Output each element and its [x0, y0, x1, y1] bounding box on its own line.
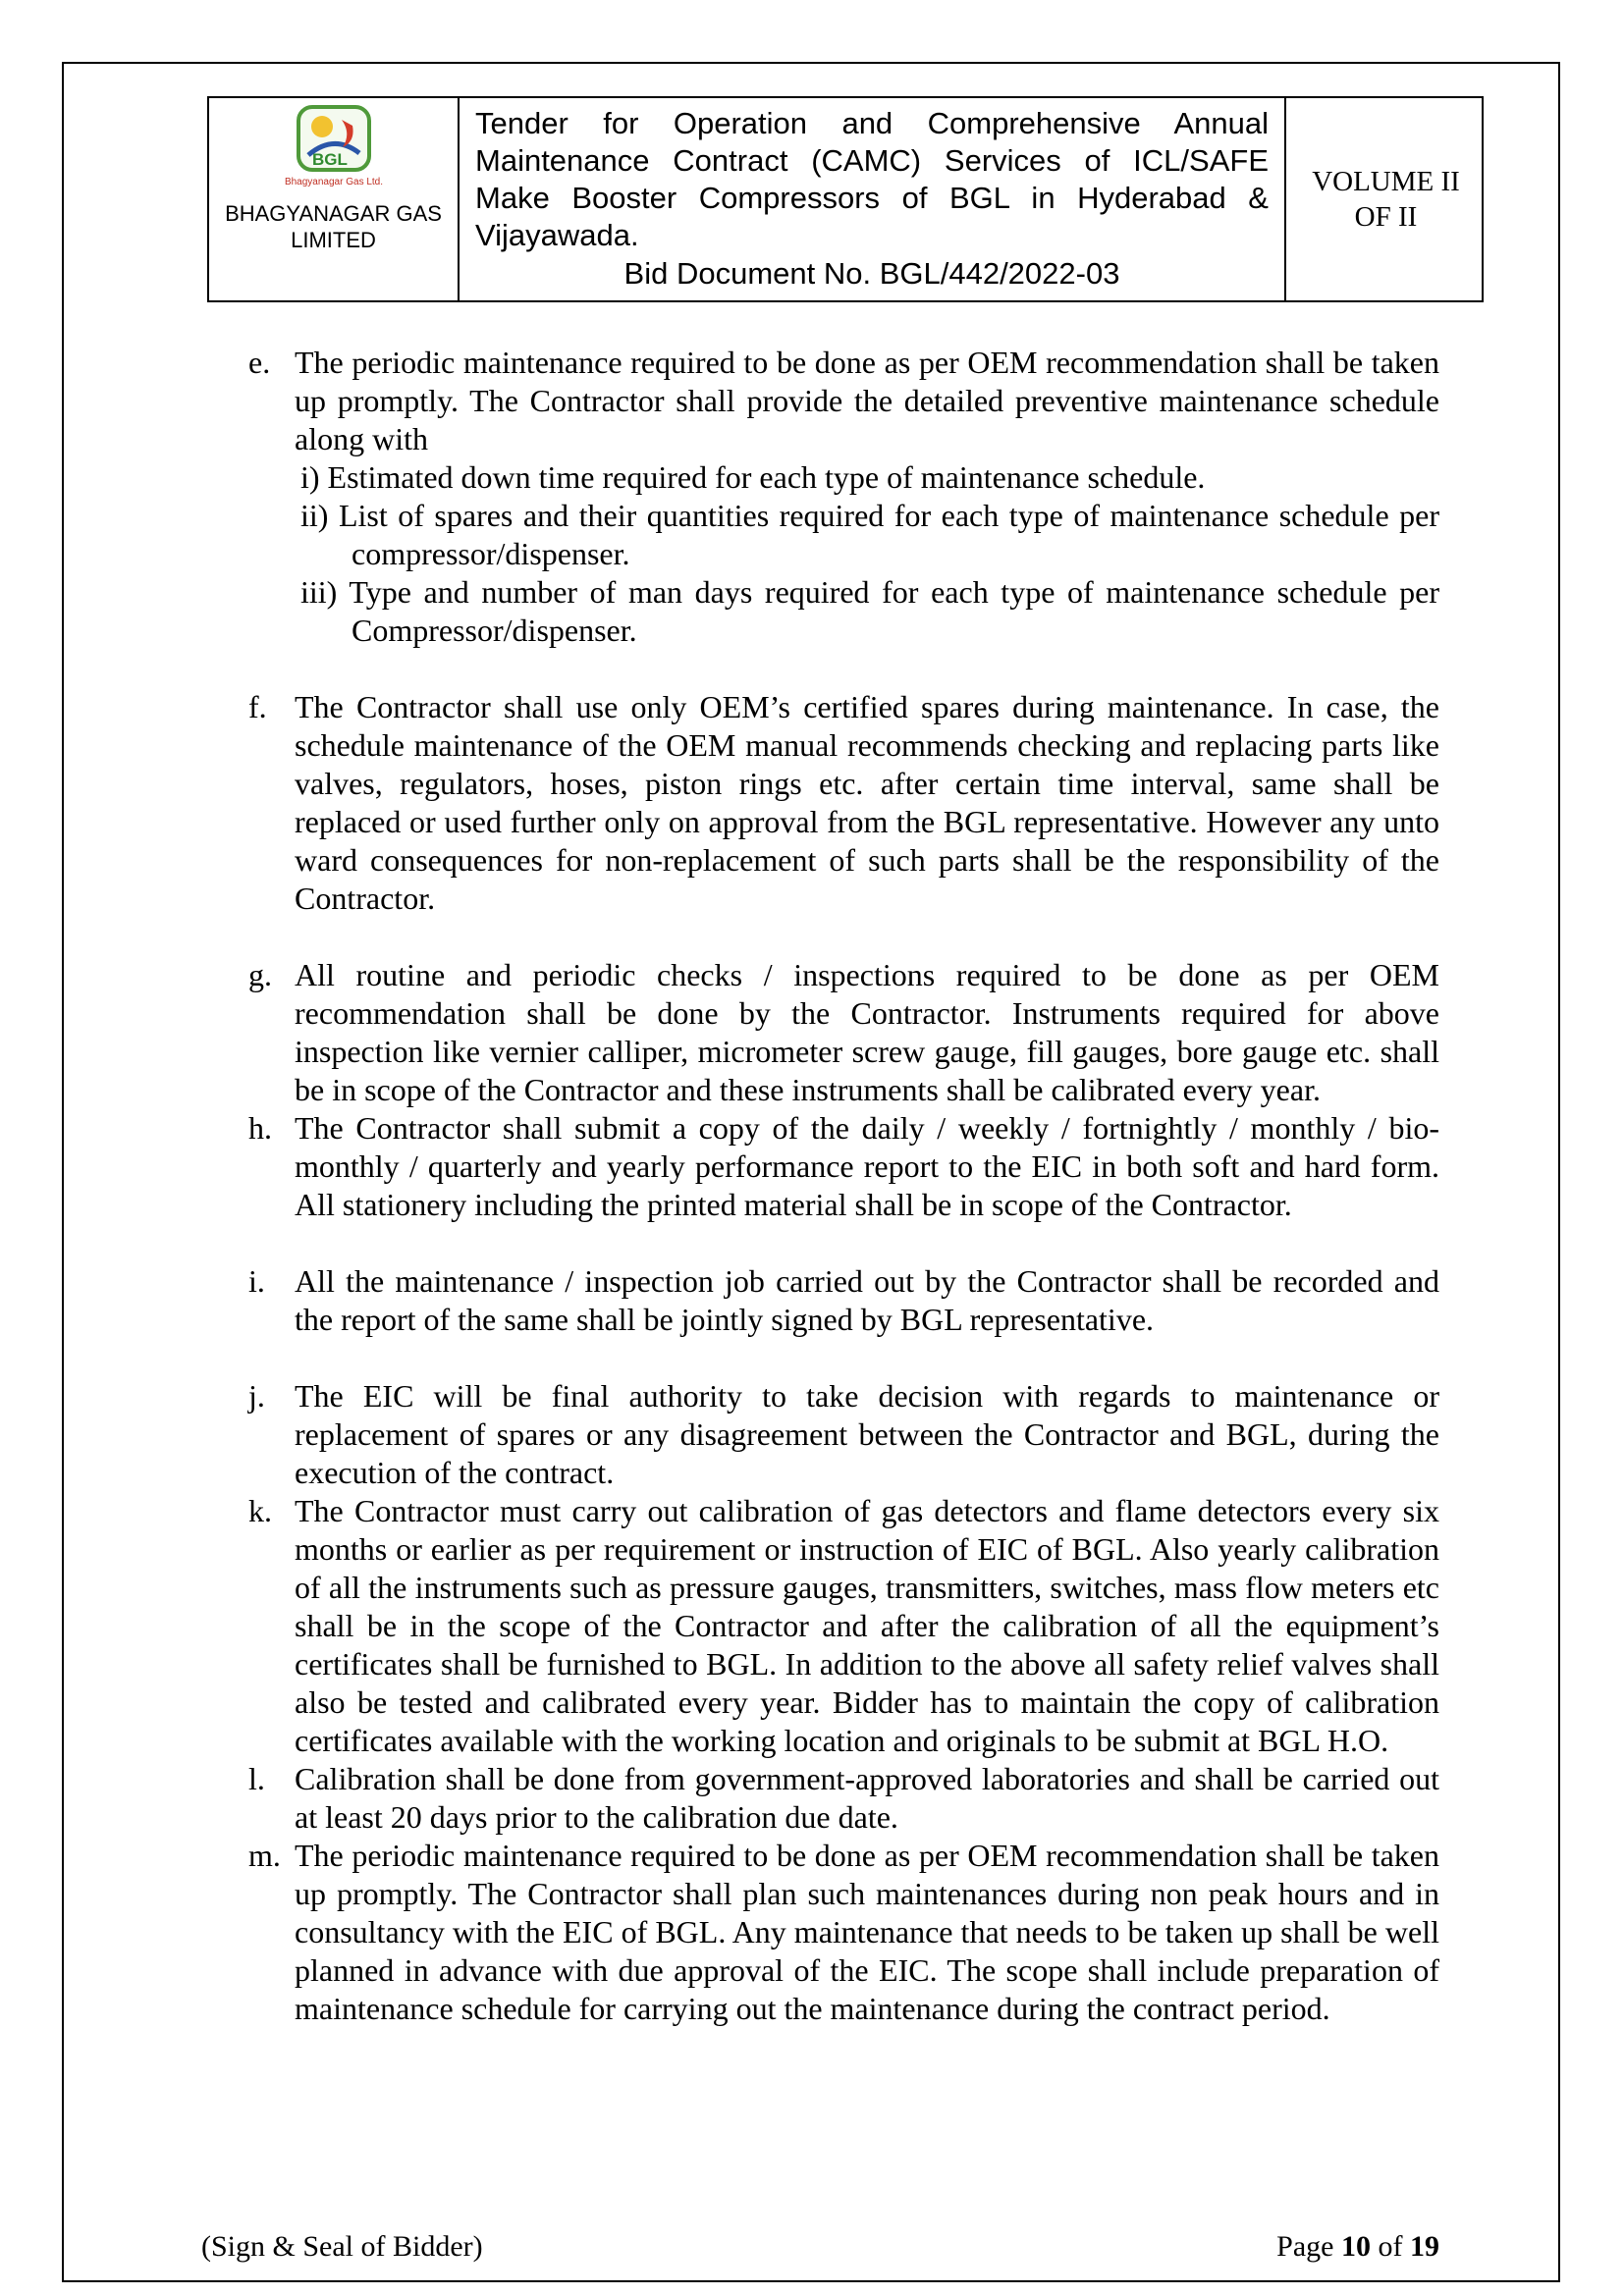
- list-item-label: i.: [248, 1263, 265, 1299]
- list-item-label: j.: [248, 1378, 265, 1414]
- list-item-text: The periodic maintenance required to be done as per OEM recommendation shall be taken up promptly. The Contractor shall plan such maintenances during non peak hours and in consultancy with the EIC of BGL. Any maintenance that needs to be taken up shall be well planned in advance with due approval of the EIC. The scope shall include preparation of maintenance schedule for carrying out the maintenance during the contract period.: [295, 1838, 1439, 2026]
- list-item-m: [248, 1837, 1439, 2028]
- list-item-label: k.: [248, 1493, 272, 1528]
- sub-item-ii: [300, 497, 1439, 573]
- list-item-k: [248, 1492, 1439, 1760]
- list-item-text: All routine and periodic checks / inspections required to be done as per OEM recommendation shall be done by the Contractor. Instruments required for above inspection like vernier calliper, micrometer screw gauge, fill gauges, bore gauge etc. shall be in scope of the Contractor and these instruments shall be calibrated every year.: [295, 957, 1439, 1107]
- sub-item-label: ii): [300, 498, 329, 533]
- list-item-label: e.: [248, 345, 271, 380]
- list-item-text: The Contractor must carry out calibration of gas detectors and flame detectors every six months or earlier as per requirement or instruction of EIC of BGL. Also yearly calibration of all the instruments such as pressure gauges, transmitters, switches, mass flow meters etc shall be in the scope of the Contractor and after the calibration of all the equipment’s certificates shall be furnished to BGL. In addition to the above all safety relief valves shall also be tested and calibrated every year. Bidder has to maintain the copy of calibration certificates available with the working location and originals to be submit at BGL H.O.: [295, 1493, 1439, 1758]
- sub-item-i: [300, 458, 1439, 497]
- list-item-h: [248, 1109, 1439, 1224]
- list-item-f: [248, 688, 1439, 918]
- list-item-text: All the maintenance / inspection job carried out by the Contractor shall be recorded and the report of the same shall be jointly signed by BGL representative.: [295, 1263, 1439, 1337]
- volume-line2: OF II: [1354, 201, 1418, 233]
- sub-item-label: iii): [300, 574, 338, 610]
- sub-item-text: Estimated down time required for each type of maintenance schedule.: [327, 459, 1206, 495]
- list-item-text: The periodic maintenance required to be done as per OEM recommendation shall be taken up promptly. The Contractor shall provide the detailed preventive maintenance schedule along with: [295, 345, 1439, 456]
- page-border: [62, 62, 1560, 2282]
- org-name-line1: BHAGYANAGAR GAS: [225, 201, 442, 226]
- page-number: 10: [1341, 2230, 1371, 2263]
- document-body: [64, 302, 1558, 2028]
- bgl-monogram: BGL: [311, 150, 348, 169]
- list-item-label: g.: [248, 957, 272, 992]
- page-prefix: Page: [1276, 2230, 1334, 2263]
- tender-title: Tender for Operation and Comprehensive Annual Maintenance Contract (CAMC) Services of ICL/SAFE Make Booster Compressors of BGL in Hyderabad & Vijayawada.: [475, 106, 1269, 252]
- list-item-l: [248, 1760, 1439, 1837]
- list-item-g: [248, 956, 1439, 1109]
- list-item-text: The EIC will be final authority to take decision with regards to maintenance or replacement of spares or any disagreement between the Contractor and BGL, during the execution of the contract.: [295, 1378, 1439, 1490]
- page-total: 19: [1410, 2230, 1439, 2263]
- list-item-e: [248, 344, 1439, 650]
- logo-cell: [209, 98, 460, 300]
- list-item-content: [295, 344, 1439, 650]
- page-footer: [201, 2229, 1439, 2265]
- page-indicator: [1276, 2229, 1439, 2265]
- volume-cell: [1286, 98, 1486, 300]
- list-item-text: The Contractor shall use only OEM’s certified spares during maintenance. In case, the schedule maintenance of the OEM manual recommends checking and replacing parts like valves, regulators, hoses, piston rings etc. after certain time interval, same shall be replaced or used further only on approval from the BGL representative. However any unto ward consequences for non-replacement of such parts shall be the responsibility of the Contractor.: [295, 689, 1439, 916]
- list-item-text: Calibration shall be done from government-approved laboratories and shall be carried out at least 20 days prior to the calibration due date.: [295, 1761, 1439, 1835]
- list-item-label: l.: [248, 1761, 265, 1796]
- bgl-logo-icon: [283, 104, 385, 200]
- list-item-i: [248, 1262, 1439, 1339]
- page-of: of: [1378, 2230, 1403, 2263]
- header-table: [207, 96, 1484, 302]
- list-item-text: The Contractor shall submit a copy of the daily / weekly / fortnightly / monthly / bio-monthly / quarterly and yearly performance report to the EIC in both soft and hard form. All stationery including the printed material shall be in scope of the Contractor.: [295, 1110, 1439, 1222]
- list-item-label: m.: [248, 1838, 281, 1873]
- title-cell: [460, 98, 1286, 300]
- volume-line1: VOLUME II: [1312, 166, 1460, 197]
- bid-document-number: Bid Document No. BGL/442/2022-03: [623, 256, 1120, 291]
- list-item-label: f.: [248, 689, 267, 724]
- org-name-line2: LIMITED: [291, 228, 376, 252]
- sub-item-iii: [300, 573, 1439, 650]
- sub-item-label: i): [300, 459, 320, 495]
- sub-item-text: List of spares and their quantities required for each type of maintenance schedule per compressor/dispenser.: [338, 498, 1440, 571]
- list-item-label: h.: [248, 1110, 272, 1146]
- sign-seal-text: (Sign & Seal of Bidder): [201, 2230, 483, 2263]
- list-item-j: [248, 1377, 1439, 1492]
- logo-caption: Bhagyanagar Gas Ltd.: [284, 177, 383, 187]
- sub-item-text: Type and number of man days required for each type of maintenance schedule per Compressor/dispenser.: [349, 574, 1440, 648]
